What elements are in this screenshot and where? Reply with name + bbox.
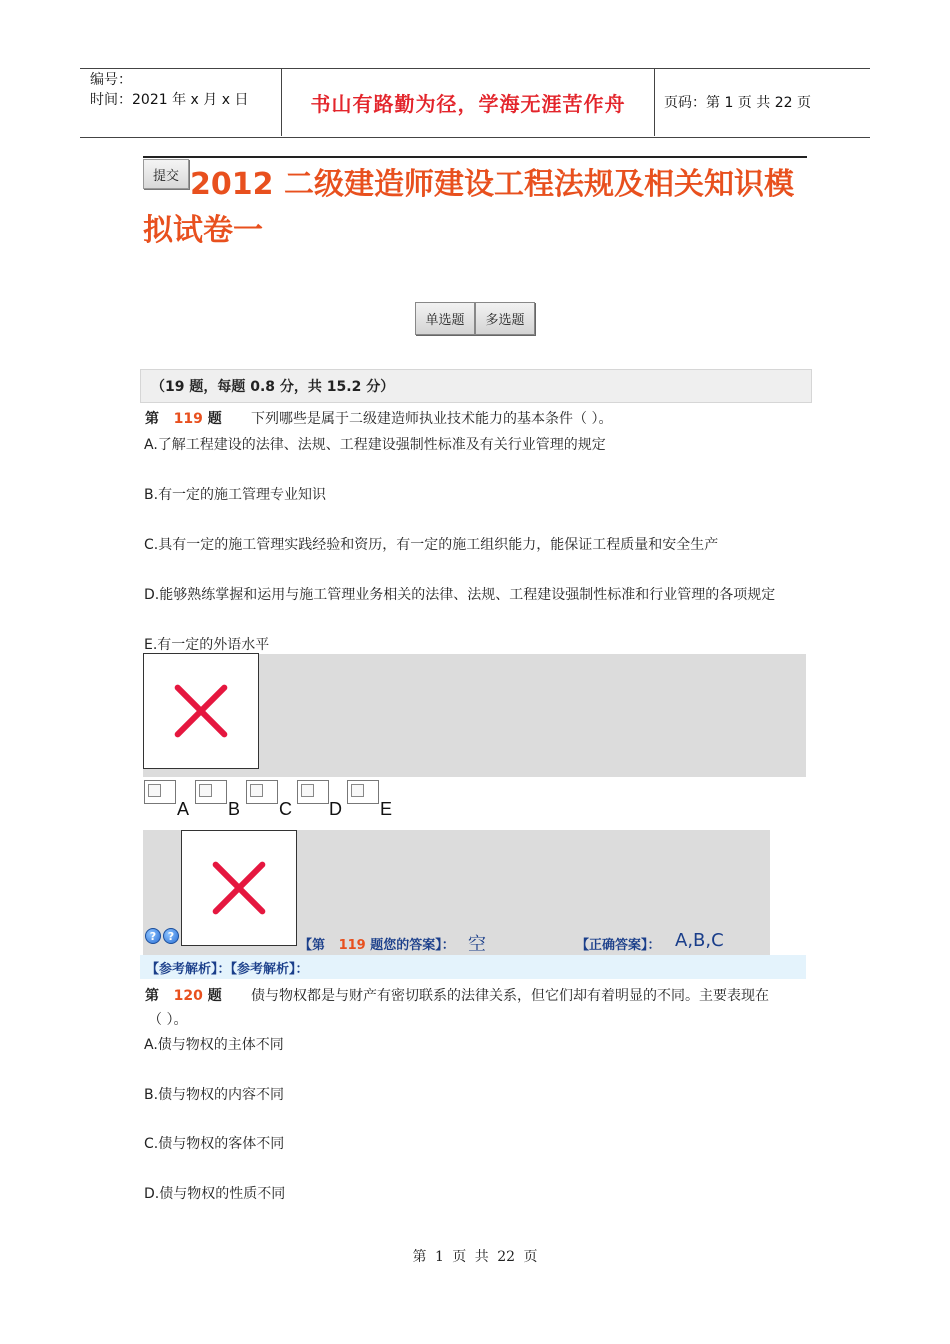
correct-answer-value: A,B,C <box>675 930 724 951</box>
broken-image-icon <box>181 830 297 946</box>
page-info: 页码：第 1 页 共 22 页 <box>664 95 811 111</box>
motto: 书山有路勤为径，学海无涯苦作舟 <box>310 91 626 116</box>
choice-checkbox-b[interactable] <box>195 780 227 804</box>
option-a: A.了解工程建设的法律、法规、工程建设强制性标准及有关行业管理的规定 <box>144 437 606 453</box>
correct-answer-label: 【正确答案】： <box>576 938 661 953</box>
option-c: C.债与物权的客体不同 <box>144 1136 285 1152</box>
question-text: 下列哪些是属于二级建造师执业技术能力的基本条件（ ）。 <box>251 411 613 427</box>
choice-checkbox-a[interactable] <box>144 780 176 804</box>
header-divider <box>654 68 655 136</box>
question-number: 第 119 题 <box>145 411 222 427</box>
submit-button[interactable]: 提交 <box>143 159 189 189</box>
choice-label-e: E <box>380 799 393 819</box>
option-d: D.债与物权的性质不同 <box>144 1186 286 1202</box>
section-summary: （19 题，每题 0.8 分，共 15.2 分） <box>140 369 812 403</box>
question-number: 第 120 题 <box>145 988 222 1004</box>
option-e: E.有一定的外语水平 <box>144 637 270 653</box>
choice-label-b: B <box>228 799 241 819</box>
title-rule <box>143 156 807 158</box>
your-answer-value: 空 <box>468 934 486 955</box>
tab-single-choice[interactable]: 单选题 <box>415 302 475 335</box>
choice-checkbox-d[interactable] <box>297 780 329 804</box>
choice-label-a: A <box>177 799 190 819</box>
option-b: B.债与物权的内容不同 <box>144 1087 285 1103</box>
page-title: 2012 二级建造师建设工程法规及相关知识模拟试卷一 <box>143 167 794 248</box>
page-footer: 第 1 页 共 22 页 <box>412 1249 538 1265</box>
option-c: C.具有一定的施工管理实践经验和资历，有一定的施工组织能力，能保证工程质量和安全生产 <box>144 537 719 553</box>
reference-analysis: 【参考解析】：【参考解析】： <box>140 955 806 979</box>
option-b: B.有一定的施工管理专业知识 <box>144 487 327 503</box>
choice-checkbox-c[interactable] <box>246 780 278 804</box>
choice-label-d: D <box>329 799 342 819</box>
your-answer-label: 【第 119 题您的答案】： <box>299 938 455 953</box>
option-d: D.能够熟练掌握和运用与施工管理业务相关的法律、法规、工程建设强制性标准和行业管理的各项规定 <box>144 587 776 603</box>
question-text-continued: （ ）。 <box>148 1012 188 1028</box>
date-label: 时间：2021 年 x 月 x 日 <box>90 92 249 108</box>
tab-multiple-choice[interactable]: 多选题 <box>475 302 535 335</box>
question-text: 债与物权都是与财产有密切联系的法律关系，但它们却有着明显的不同。主要表现在 <box>251 988 769 1004</box>
broken-image-icon <box>143 653 259 769</box>
help-icon[interactable]: ? <box>145 928 161 944</box>
help-icon[interactable]: ? <box>163 928 179 944</box>
choice-checkbox-e[interactable] <box>347 780 379 804</box>
serial-label: 编号： <box>90 72 132 88</box>
option-a: A.债与物权的主体不同 <box>144 1037 284 1053</box>
choice-label-c: C <box>279 799 292 819</box>
